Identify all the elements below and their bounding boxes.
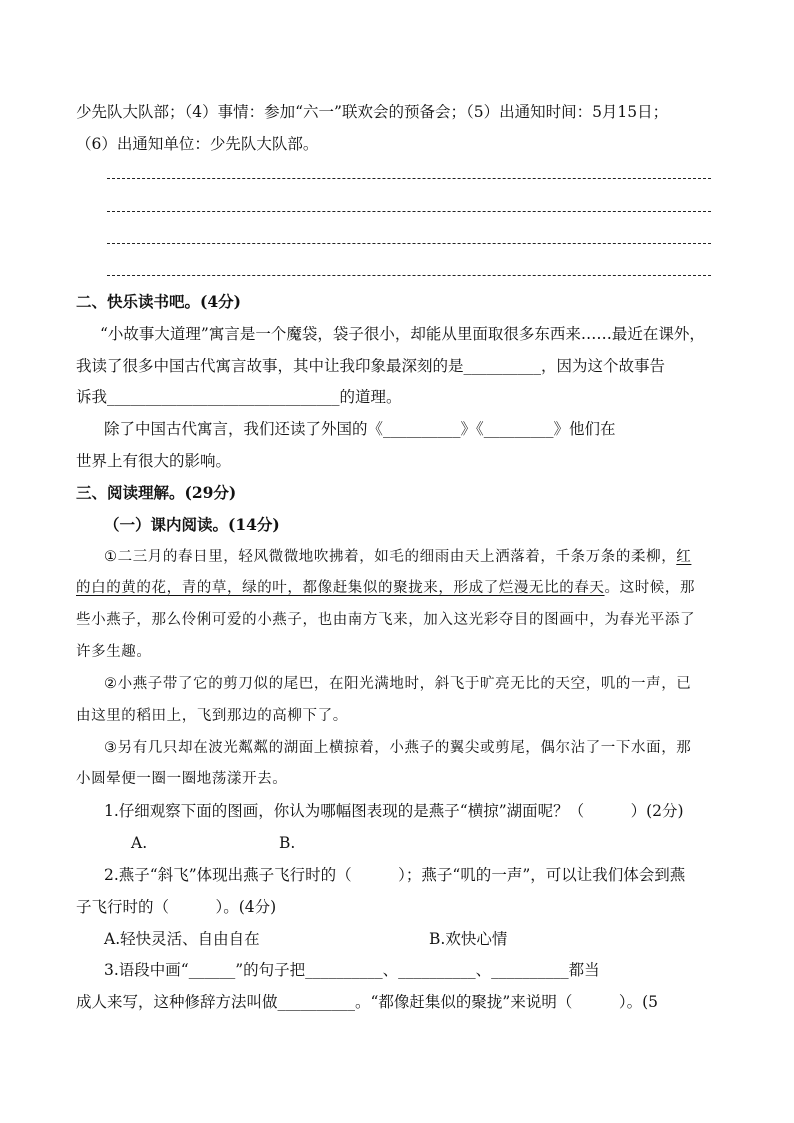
section2-p2-line2: 世界上有很大的影响。 — [76, 452, 232, 470]
notice-line-1: 少先队大队部；（4）事情：参加“六一”联欢会的预备会；（5）出通知时间：5月15日； — [76, 103, 669, 121]
passage-underlined-sentence: 的白的黄的花，青的草，绿的叶，都像赶集似的聚拢来，形成了烂漫无比的春天 — [76, 580, 605, 596]
section2-p1-line1: “小故事大道理”寓言是一个魔袋，袋子很小，却能从里面取很多东西来……最近在课外， — [100, 325, 705, 343]
question-1: 1.仔细观察下面的图画，你认为哪幅图表现的是燕子“横掠”湖面呢？（ ）(2分) — [104, 802, 684, 820]
section2-heading: 二、快乐读书吧。(4分) — [76, 292, 241, 311]
passage-p2-line1: ②小燕子带了它的剪刀似的尾巴，在阳光满地时，斜飞于旷亮无比的天空，叽的一声，已 — [104, 676, 692, 692]
question-3-line1: 3.语段中画“______”的句子把__________、__________、__________都当 — [104, 961, 600, 979]
question-1-option-b: B. — [279, 834, 296, 852]
question-1-option-a: A. — [131, 834, 148, 852]
answer-line-1 — [107, 178, 711, 179]
section2-p1-line2: 我读了很多中国古代寓言故事，其中让我印象最深刻的是__________，因为这个故事告 — [76, 357, 666, 375]
answer-line-3 — [107, 243, 711, 244]
section2-p1-line3: 诉我______________________________的道理。 — [76, 388, 402, 406]
section2-p2-line1: 除了中国古代寓言，我们还读了外国的《__________》《_________》他们在 — [104, 420, 616, 438]
section3-heading: 三、阅读理解。(29分) — [76, 483, 237, 502]
question-2-line2: 子飞行时的（ ）。(4分) — [76, 898, 277, 916]
question-2-line1: 2.燕子“斜飞”体现出燕子飞行时的（ ）；燕子“叽的一声”，可以让我们体会到燕 — [104, 866, 686, 884]
passage-p1-line2 — [76, 577, 695, 599]
question-2-option-b: B.欢快心情 — [429, 930, 508, 948]
question-2-option-a: A.轻快灵活、自由自在 — [104, 930, 260, 948]
notice-line-2: （6）出通知单位：少先队大队部。 — [76, 135, 319, 153]
question-3-line2: 成人来写，这种修辞方法叫做__________。“都像赶集似的聚拢”来说明（ ）。(5 — [76, 993, 659, 1011]
passage-p1-line1 — [104, 546, 691, 568]
passage-p3-line2: 小圆晕便一圈一圈地荡漾开去。 — [76, 771, 288, 787]
answer-line-2 — [107, 211, 711, 212]
section3-sub1: （一）课内阅读。(14分) — [104, 515, 280, 534]
passage-p2-line2: 由这里的稻田上，飞到那边的高柳下了。 — [76, 708, 348, 724]
passage-underlined-start: 红 — [676, 549, 692, 565]
passage-p1-line3: 些小燕子，那么伶俐可爱的小燕子，也由南方飞来，加入这光彩夺目的图画中，为春光平添了 — [76, 612, 696, 628]
passage-p1-line2-rest: 。这时候，那 — [604, 580, 696, 596]
passage-p1-line1-text: ①二三月的春日里，轻风微微地吹拂着，如毛的细雨由天上洒落着，千条万条的柔柳， — [104, 549, 677, 565]
passage-p3-line1: ③另有几只却在波光粼粼的湖面上横掠着，小燕子的翼尖或剪尾，偶尔沾了一下水面，那 — [104, 740, 692, 756]
answer-line-4 — [107, 275, 711, 276]
passage-p1-line4: 许多生趣。 — [76, 644, 152, 660]
